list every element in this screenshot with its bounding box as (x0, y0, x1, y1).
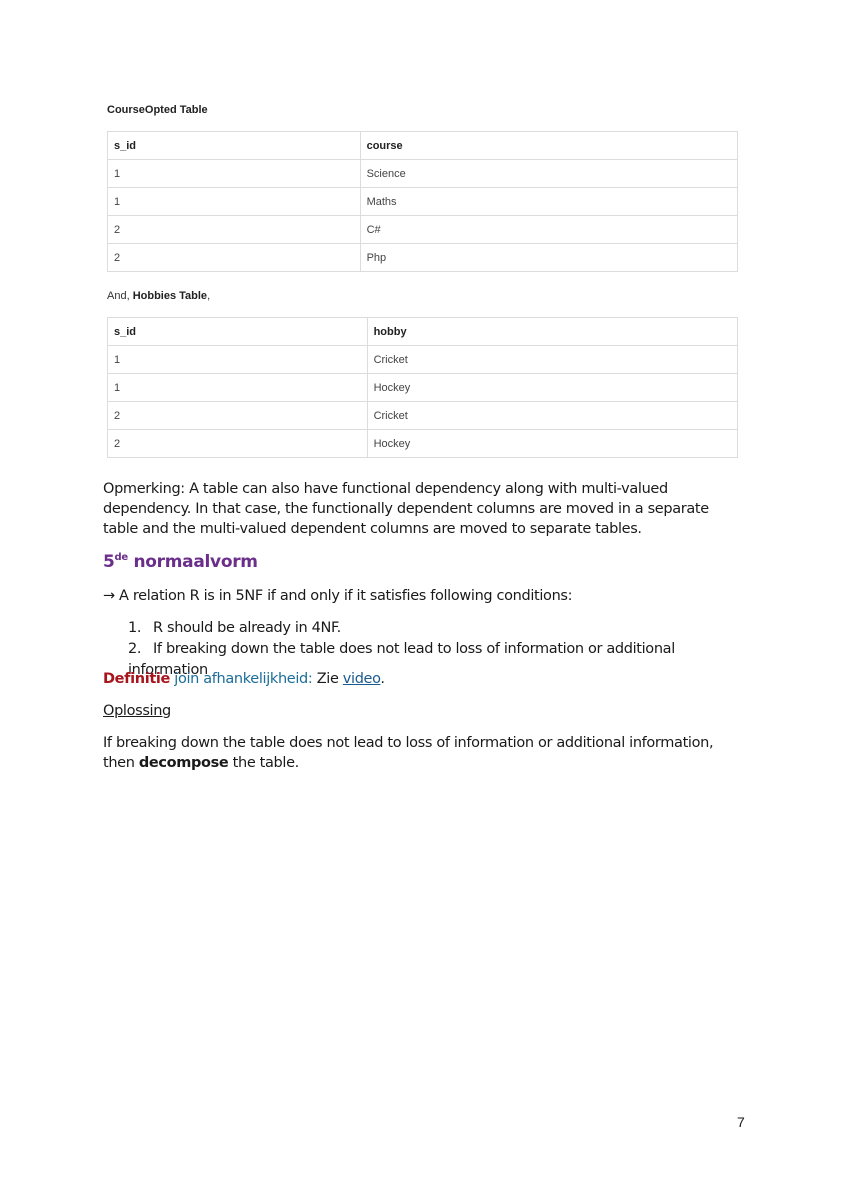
table-cell: 2 (108, 430, 368, 458)
table-row (108, 160, 738, 188)
table-cell: Cricket (367, 346, 737, 374)
table-cell: Hockey (367, 430, 737, 458)
hobbies-table-caption: And, Hobbies Table, (107, 290, 211, 302)
table-header-row (108, 318, 738, 346)
table-cell: C# (360, 216, 737, 244)
solution-paragraph: If breaking down the table does not lead to loss of information or additional information, then decompose the table. (103, 735, 714, 771)
intro-paragraph: → A relation R is in 5NF if and only if it satisfies following conditions: (103, 588, 573, 604)
table-cell: 2 (108, 244, 361, 272)
table-cell: Hockey (367, 374, 737, 402)
table-row (108, 374, 738, 402)
table-cell: 1 (108, 374, 368, 402)
header-cell: s_id (108, 318, 368, 346)
page-number: 7 (737, 1114, 745, 1130)
table-cell: 2 (108, 402, 368, 430)
conditions-list (128, 618, 748, 678)
list-item: 1. R should be already in 4NF. (128, 620, 341, 636)
table-row (108, 346, 738, 374)
header-cell: hobby (367, 318, 737, 346)
hobbies-table (107, 317, 738, 458)
header-cell: course (360, 132, 737, 160)
remark-paragraph: Opmerking: A table can also have functional dependency along with multi-valued dependency. In that case, the functionally dependent columns are moved in a separate table and the multi-valued dependent columns are moved to separate tables. (103, 481, 709, 537)
section-heading: 5de normaalvorm (103, 552, 258, 572)
list-item: 2. If breaking down the table does not lead to loss of information or additional information (128, 641, 675, 678)
table-row (108, 430, 738, 458)
table-cell: Maths (360, 188, 737, 216)
definition-paragraph: Definitie join afhankelijkheid: Zie video. (103, 671, 385, 687)
table-header-row (108, 132, 738, 160)
table-cell: Php (360, 244, 737, 272)
table-cell: 1 (108, 160, 361, 188)
course-table-caption: CourseOpted Table (107, 104, 208, 116)
table-cell: Science (360, 160, 737, 188)
video-link[interactable]: video (342, 671, 381, 687)
solution-label: Oplossing (103, 703, 171, 719)
table-cell: 1 (108, 188, 361, 216)
table-row (108, 244, 738, 272)
table-cell: Cricket (367, 402, 737, 430)
table-row (108, 402, 738, 430)
header-cell: s_id (108, 132, 361, 160)
table-cell: 1 (108, 346, 368, 374)
table-cell: 2 (108, 216, 361, 244)
table-row (108, 188, 738, 216)
course-opted-table (107, 131, 738, 272)
table-row (108, 216, 738, 244)
